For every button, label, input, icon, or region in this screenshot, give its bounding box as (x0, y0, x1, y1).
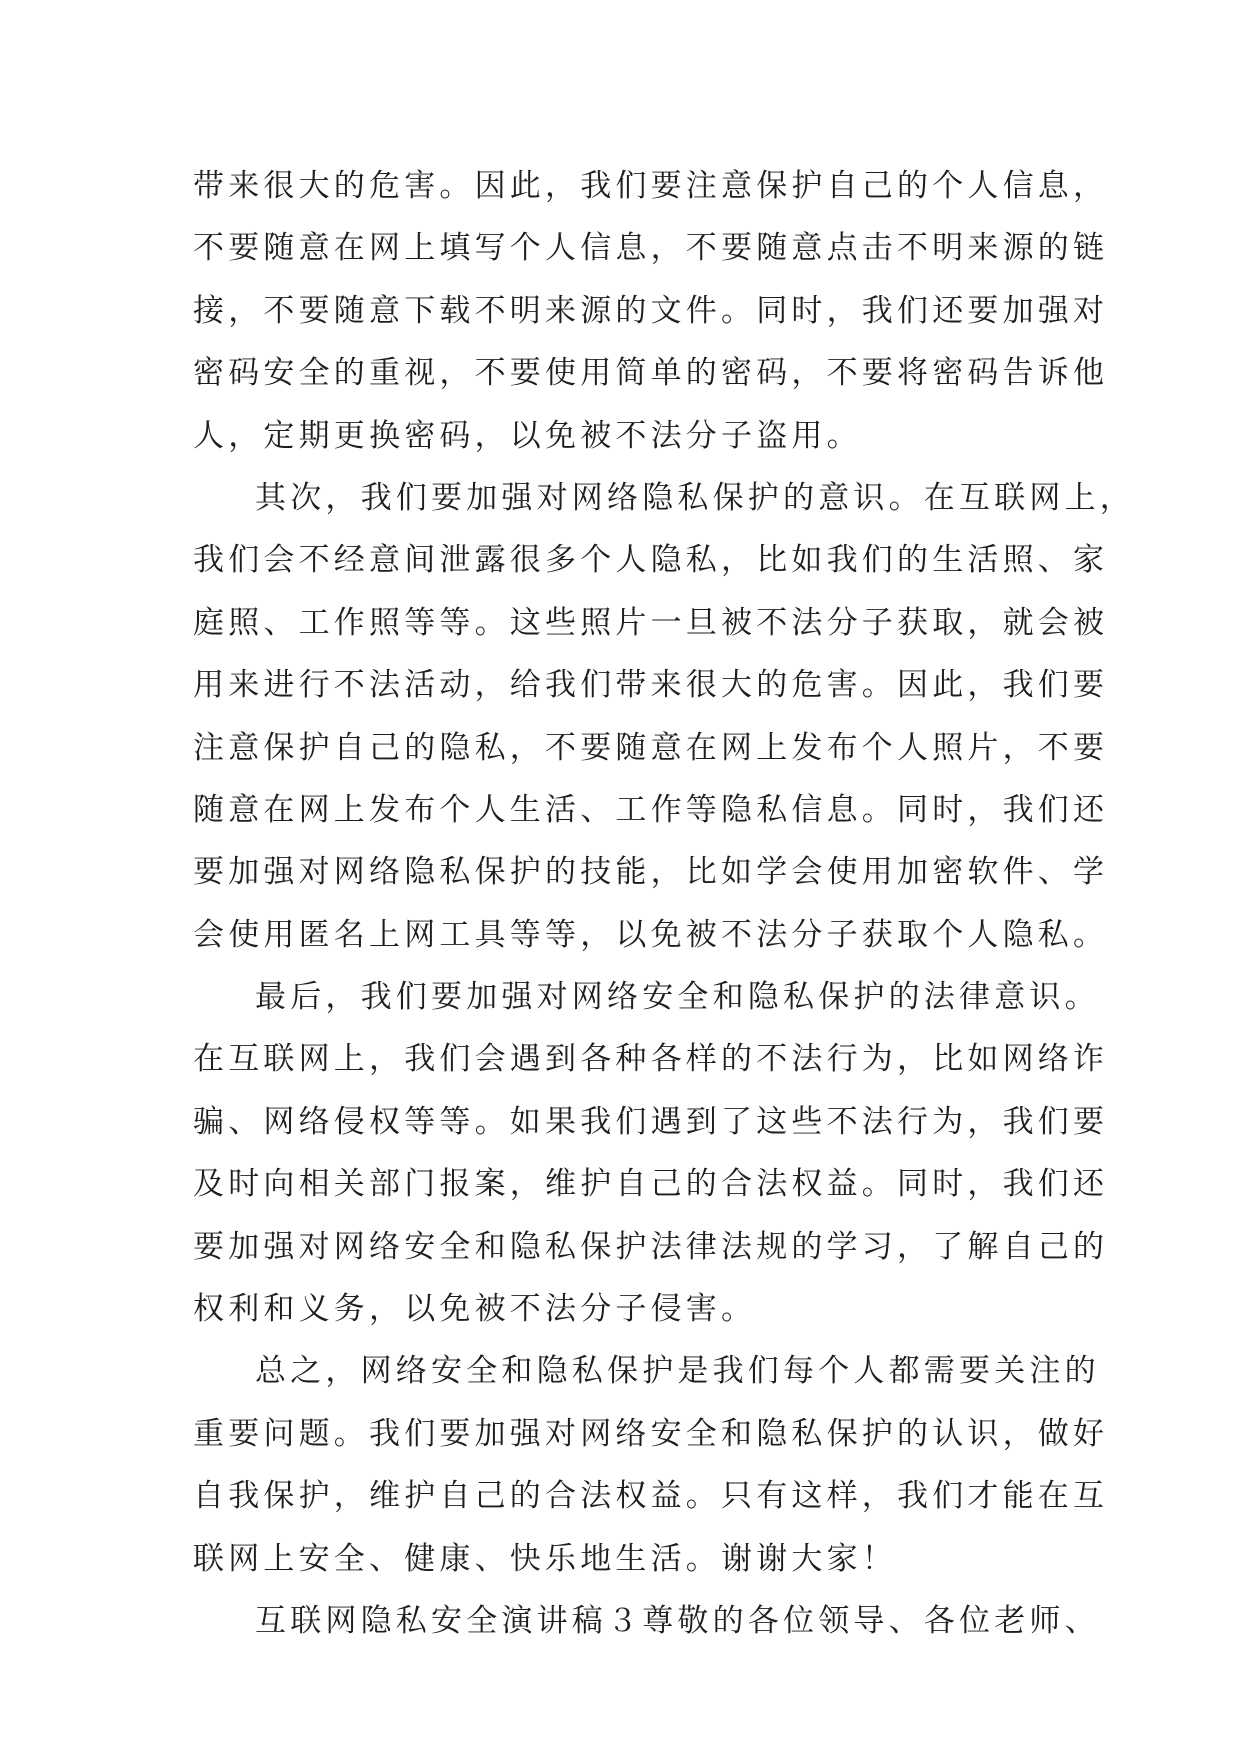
text-line: 及时向相关部门报案，维护自己的合法权益。同时，我们还 (193, 1166, 1109, 1203)
document-body (193, 155, 1135, 1652)
text-line: 庭照、工作照等等。这些照片一旦被不法分子获取，就会被 (193, 604, 1109, 641)
text-line: 自我保护，维护自己的合法权益。只有这样，我们才能在互 (193, 1478, 1109, 1515)
text-line: 在互联网上，我们会遇到各种各样的不法行为，比如网络诈 (193, 1041, 1109, 1078)
text-line: 密码安全的重视，不要使用简单的密码，不要将密码告诉他 (193, 355, 1109, 392)
text-line: 不要随意在网上填写个人信息，不要随意点击不明来源的链 (193, 230, 1109, 267)
text-line: 随意在网上发布个人生活、工作等隐私信息。同时，我们还 (193, 791, 1109, 828)
text-line: 要加强对网络安全和隐私保护法律法规的学习，了解自己的 (193, 1228, 1109, 1265)
text-line: 带来很大的危害。因此，我们要注意保护自己的个人信息， (193, 168, 1109, 204)
paragraph-first-line: 最后，我们要加强对网络安全和隐私保护的法律意识。 (255, 979, 1100, 1016)
text-line: 会使用匿名上网工具等等，以免被不法分子获取个人隐私。 (193, 916, 1109, 953)
text-line: 要加强对网络隐私保护的技能，比如学会使用加密软件、学 (193, 854, 1109, 891)
paragraph-first-line: 总之，网络安全和隐私保护是我们每个人都需要关注的 (255, 1353, 1100, 1390)
paragraph-first-line: 互联网隐私安全演讲稿３尊敬的各位领导、各位老师、 (255, 1602, 1100, 1639)
text-line: 用来进行不法活动，给我们带来很大的危害。因此，我们要 (193, 667, 1109, 704)
text-line: 注意保护自己的隐私，不要随意在网上发布个人照片，不要 (193, 729, 1109, 766)
text-line: 接，不要随意下载不明来源的文件。同时，我们还要加强对 (193, 292, 1109, 329)
text-line: 重要问题。我们要加强对网络安全和隐私保护的认识，做好 (193, 1415, 1109, 1452)
text-line: 联网上安全、健康、快乐地生活。谢谢大家！ (193, 1540, 897, 1577)
text-line: 骗、网络侵权等等。如果我们遇到了这些不法行为，我们要 (193, 1103, 1109, 1140)
text-line: 权利和义务，以免被不法分子侵害。 (193, 1291, 757, 1328)
text-line: 人，定期更换密码，以免被不法分子盗用。 (193, 417, 862, 454)
text-line: 我们会不经意间泄露很多个人隐私，比如我们的生活照、家 (193, 542, 1109, 579)
paragraph-first-line: 其次，我们要加强对网络隐私保护的意识。在互联网上， (255, 479, 1135, 516)
